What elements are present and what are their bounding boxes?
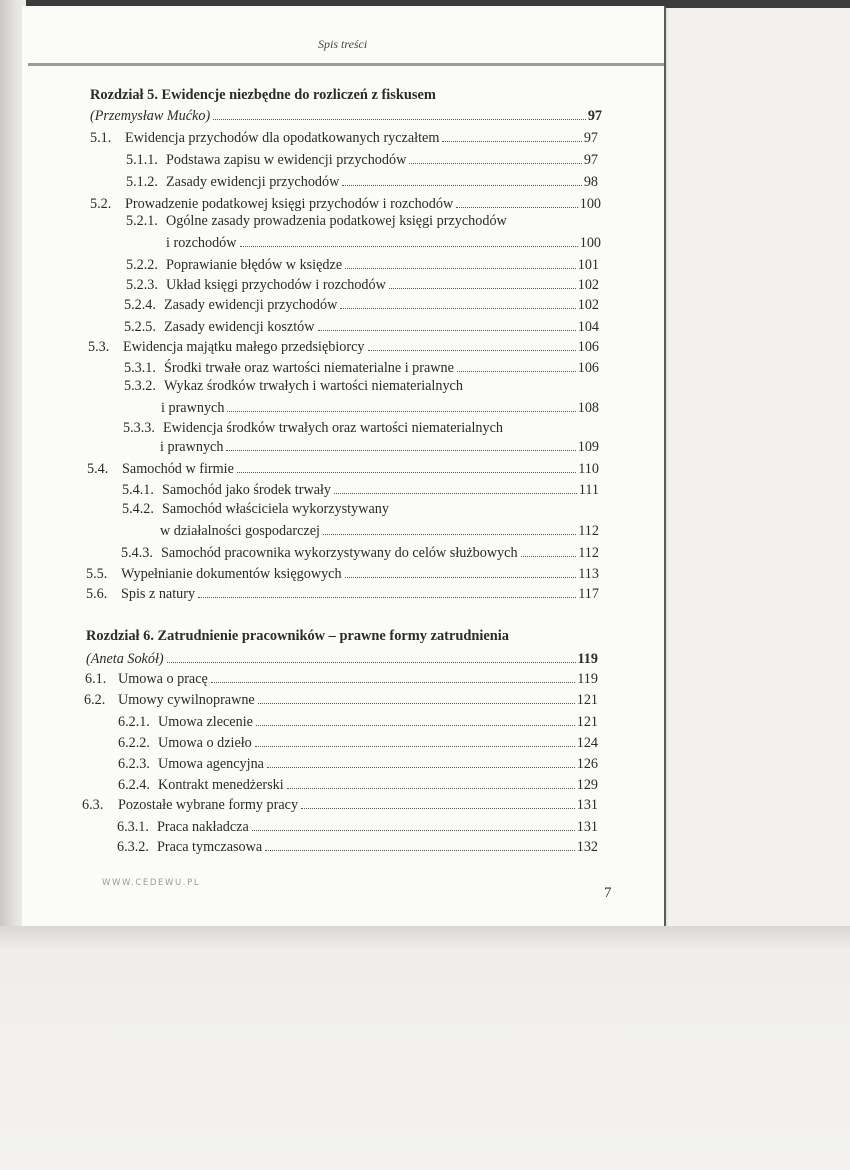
toc-entry-title: Ewidencja przychodów dla opodatkowanych ryczałtem: [125, 130, 440, 146]
toc-entry: [124, 318, 599, 336]
toc-entry: [122, 481, 599, 499]
leader-dots: [340, 308, 575, 309]
toc-entry-page: 100: [579, 196, 601, 212]
toc-entry-page: 109: [577, 439, 599, 455]
toc-entry-title: Ogólne zasady prowadzenia podatkowej księgi przychodów: [166, 213, 507, 229]
toc-entry: [126, 151, 598, 169]
toc-entry-title: Umowa zlecenie: [158, 714, 253, 730]
toc-entry-page: 121: [576, 692, 598, 708]
toc-entry-page: 100: [579, 235, 601, 251]
toc-entry: [85, 670, 598, 688]
toc-entry-title: Poprawianie błędów w księdze: [166, 257, 343, 273]
leader-dots: [267, 767, 575, 768]
toc-entry-title: Samochód w firmie: [122, 461, 234, 477]
toc-entry-number: 5.2.5.: [124, 319, 156, 335]
toc-entry-continuation: [160, 522, 599, 540]
leader-dots: [342, 185, 581, 186]
leader-dots: [521, 556, 577, 557]
chapter-5-page: 97: [587, 108, 602, 124]
toc-entry-number: 6.2.2.: [118, 735, 150, 751]
toc-entry-number: 6.2.: [84, 692, 106, 708]
toc-entry-title-continued: i prawnych: [160, 439, 224, 455]
toc-entry-title: Środki trwałe oraz wartości niematerialne i prawne: [164, 360, 454, 376]
toc-entry-title-continued: w działalności gospodarczej: [160, 523, 320, 539]
toc-entry-page: 129: [576, 777, 598, 793]
toc-entry-continuation: [161, 399, 599, 417]
toc-entry: [86, 585, 599, 603]
leader-dots: [389, 288, 576, 289]
toc-entry-number: 6.2.3.: [118, 756, 150, 772]
toc-entry-number: 5.1.1.: [126, 152, 158, 168]
toc-entry-first-line: [123, 419, 503, 437]
toc-entry: [117, 818, 598, 836]
toc-entry-title: Zasady ewidencji przychodów: [166, 174, 340, 190]
toc-entry: [86, 565, 599, 583]
toc-entry-number: 5.2.3.: [126, 277, 158, 293]
toc-entry-continuation: [160, 438, 599, 456]
toc-entry-title: Zasady ewidencji kosztów: [164, 319, 315, 335]
toc-entry-title: Samochód jako środek trwały: [162, 482, 332, 498]
toc-entry-page: 102: [577, 277, 599, 293]
toc-entry-page: 104: [577, 319, 599, 335]
toc-entry-title: Umowa o pracę: [118, 671, 208, 687]
toc-entry-page: 101: [577, 257, 599, 273]
chapter-5-author-row: [90, 107, 602, 125]
leader-dots: [167, 662, 576, 663]
running-header: Spis treści: [318, 37, 368, 51]
toc-entry-number: 6.2.4.: [118, 777, 150, 793]
toc-entry-number: 5.2.: [90, 196, 112, 212]
toc-entry-number: 5.1.: [90, 130, 112, 146]
toc-entry-page: 112: [578, 523, 599, 539]
toc-entry-number: 5.6.: [86, 586, 108, 602]
toc-entry-page: 111: [578, 482, 599, 498]
toc-entry-title: Ewidencja środków trwałych oraz wartości niematerialnych: [163, 420, 503, 436]
leader-dots: [258, 703, 575, 704]
toc-entry-number: 5.4.2.: [122, 501, 154, 517]
leader-dots: [368, 350, 576, 351]
toc-entry-page: 131: [576, 797, 598, 813]
toc-entry-page: 124: [576, 735, 598, 751]
toc-entry-number: 6.3.1.: [117, 819, 149, 835]
toc-entry: [88, 338, 599, 356]
toc-entry-number: 6.2.1.: [118, 714, 150, 730]
toc-entry-number: 5.2.4.: [124, 297, 156, 313]
leader-dots: [265, 850, 575, 851]
leader-dots: [442, 141, 581, 142]
toc-entry-title: Zasady ewidencji przychodów: [164, 297, 338, 313]
toc-entry: [82, 796, 598, 814]
toc-entry-page: 119: [577, 671, 598, 687]
toc-entry-page: 126: [576, 756, 598, 772]
toc-entry: [121, 544, 599, 562]
toc-entry-number: 5.4.3.: [121, 545, 153, 561]
toc-entry-page: 106: [577, 339, 599, 355]
leader-dots: [211, 682, 575, 683]
toc-entry-page: 110: [578, 461, 599, 477]
toc-entry: [126, 276, 599, 294]
toc-entry-page: 131: [576, 819, 598, 835]
toc-entry-title: Wypełnianie dokumentów księgowych: [121, 566, 342, 582]
toc-entry-title: Wykaz środków trwałych i wartości niematerialnych: [164, 378, 463, 394]
chapter-6-author-row: [86, 650, 598, 668]
toc-entry-first-line: [124, 377, 463, 395]
toc-entry-title: Umowy cywilnoprawne: [118, 692, 255, 708]
toc-entry-title: Umowa o dzieło: [158, 735, 252, 751]
leader-dots: [409, 163, 581, 164]
toc-entry-page: 97: [583, 152, 598, 168]
toc-entry: [117, 838, 598, 856]
toc-entry: [118, 713, 598, 731]
toc-entry-page: 113: [578, 566, 599, 582]
leader-dots: [240, 246, 578, 247]
toc-entry-number: 5.2.2.: [126, 257, 158, 273]
toc-entry-number: 6.3.: [82, 797, 104, 813]
toc-entry-title: Kontrakt menedżerski: [158, 777, 284, 793]
toc-entry-title: Samochód pracownika wykorzystywany do celów służbowych: [161, 545, 518, 561]
page-edge: [664, 6, 666, 926]
leader-dots: [456, 207, 578, 208]
toc-entry-title: Spis z natury: [121, 586, 196, 602]
toc-entry-first-line: [122, 500, 389, 518]
header-rule: [28, 63, 664, 66]
toc-entry: [87, 460, 599, 478]
chapter-5-author: (Przemysław Mućko): [90, 108, 211, 124]
leader-dots: [237, 472, 576, 473]
leader-dots: [227, 411, 575, 412]
toc-entry-number: 6.1.: [85, 671, 107, 687]
chapter-6-title: Rozdział 6. Zatrudnienie pracowników – prawne formy zatrudnienia: [86, 628, 509, 644]
toc-entry: [90, 129, 598, 147]
leader-dots: [345, 577, 577, 578]
toc-entry-continuation: [166, 234, 601, 252]
leader-dots: [318, 330, 576, 331]
leader-dots: [287, 788, 575, 789]
toc-entry-title: Układ księgi przychodów i rozchodów: [166, 277, 386, 293]
toc-entry-first-line: [126, 212, 507, 230]
toc-entry: [124, 296, 599, 314]
chapter-6-page: 119: [577, 651, 598, 667]
toc-entry-number: 5.1.2.: [126, 174, 158, 190]
toc-entry-title: Praca nakładcza: [157, 819, 249, 835]
chapter-6-author: (Aneta Sokół): [86, 651, 164, 667]
leader-dots: [301, 808, 575, 809]
toc-entry: [118, 776, 598, 794]
toc-entry: [90, 195, 601, 213]
toc-entry-page: 132: [576, 839, 598, 855]
toc-entry: [124, 359, 599, 377]
toc-entry-page: 102: [577, 297, 599, 313]
toc-entry-number: 5.3.3.: [123, 420, 155, 436]
toc-entry-page: 112: [578, 545, 599, 561]
toc-entry-number: 5.2.1.: [126, 213, 158, 229]
leader-dots: [457, 371, 576, 372]
leader-dots: [252, 830, 575, 831]
toc-entry-page: 98: [583, 174, 598, 190]
leader-dots: [198, 597, 576, 598]
toc-entry-title: Prowadzenie podatkowej księgi przychodów i rozchodów: [125, 196, 454, 212]
toc-entry-title: Umowa agencyjna: [158, 756, 264, 772]
toc-entry: [118, 755, 598, 773]
toc-entry-title: Podstawa zapisu w ewidencji przychodów: [166, 152, 407, 168]
leader-dots: [226, 450, 575, 451]
background-paper: [0, 926, 850, 1170]
toc-entry-number: 5.5.: [86, 566, 108, 582]
toc-entry-page: 106: [577, 360, 599, 376]
toc-entry-title: Ewidencja majątku małego przedsiębiorcy: [123, 339, 365, 355]
toc-entry: [118, 734, 598, 752]
footer-url: WWW.CEDEWU.PL: [102, 878, 201, 888]
toc-entry-page: 108: [577, 400, 599, 416]
toc-entry-number: 5.3.: [88, 339, 110, 355]
toc-entry-number: 5.3.2.: [124, 378, 156, 394]
toc-entry-title-continued: i prawnych: [161, 400, 225, 416]
leader-dots: [256, 725, 575, 726]
toc-entry-title: Pozostałe wybrane formy pracy: [118, 797, 299, 813]
leader-dots: [334, 493, 577, 494]
toc-entry-page: 97: [583, 130, 598, 146]
page-number: 7: [604, 885, 612, 901]
toc-entry-number: 5.3.1.: [124, 360, 156, 376]
toc-entry-number: 6.3.2.: [117, 839, 149, 855]
toc-entry-page: 121: [576, 714, 598, 730]
leader-dots: [255, 746, 575, 747]
leader-dots: [323, 534, 576, 535]
toc-entry: [84, 691, 598, 709]
toc-entry-title: Praca tymczasowa: [157, 839, 263, 855]
chapter-5-title: Rozdział 5. Ewidencje niezbędne do rozliczeń z fiskusem: [90, 87, 436, 103]
toc-entry-page: 117: [578, 586, 599, 602]
toc-entry: [126, 256, 599, 274]
toc-entry-title-continued: i rozchodów: [166, 235, 237, 251]
toc-entry-number: 5.4.: [87, 461, 109, 477]
toc-entry-title: Samochód właściciela wykorzystywany: [162, 501, 389, 517]
toc-entry-number: 5.4.1.: [122, 482, 154, 498]
leader-dots: [213, 119, 586, 120]
leader-dots: [345, 268, 576, 269]
toc-entry: [126, 173, 598, 191]
